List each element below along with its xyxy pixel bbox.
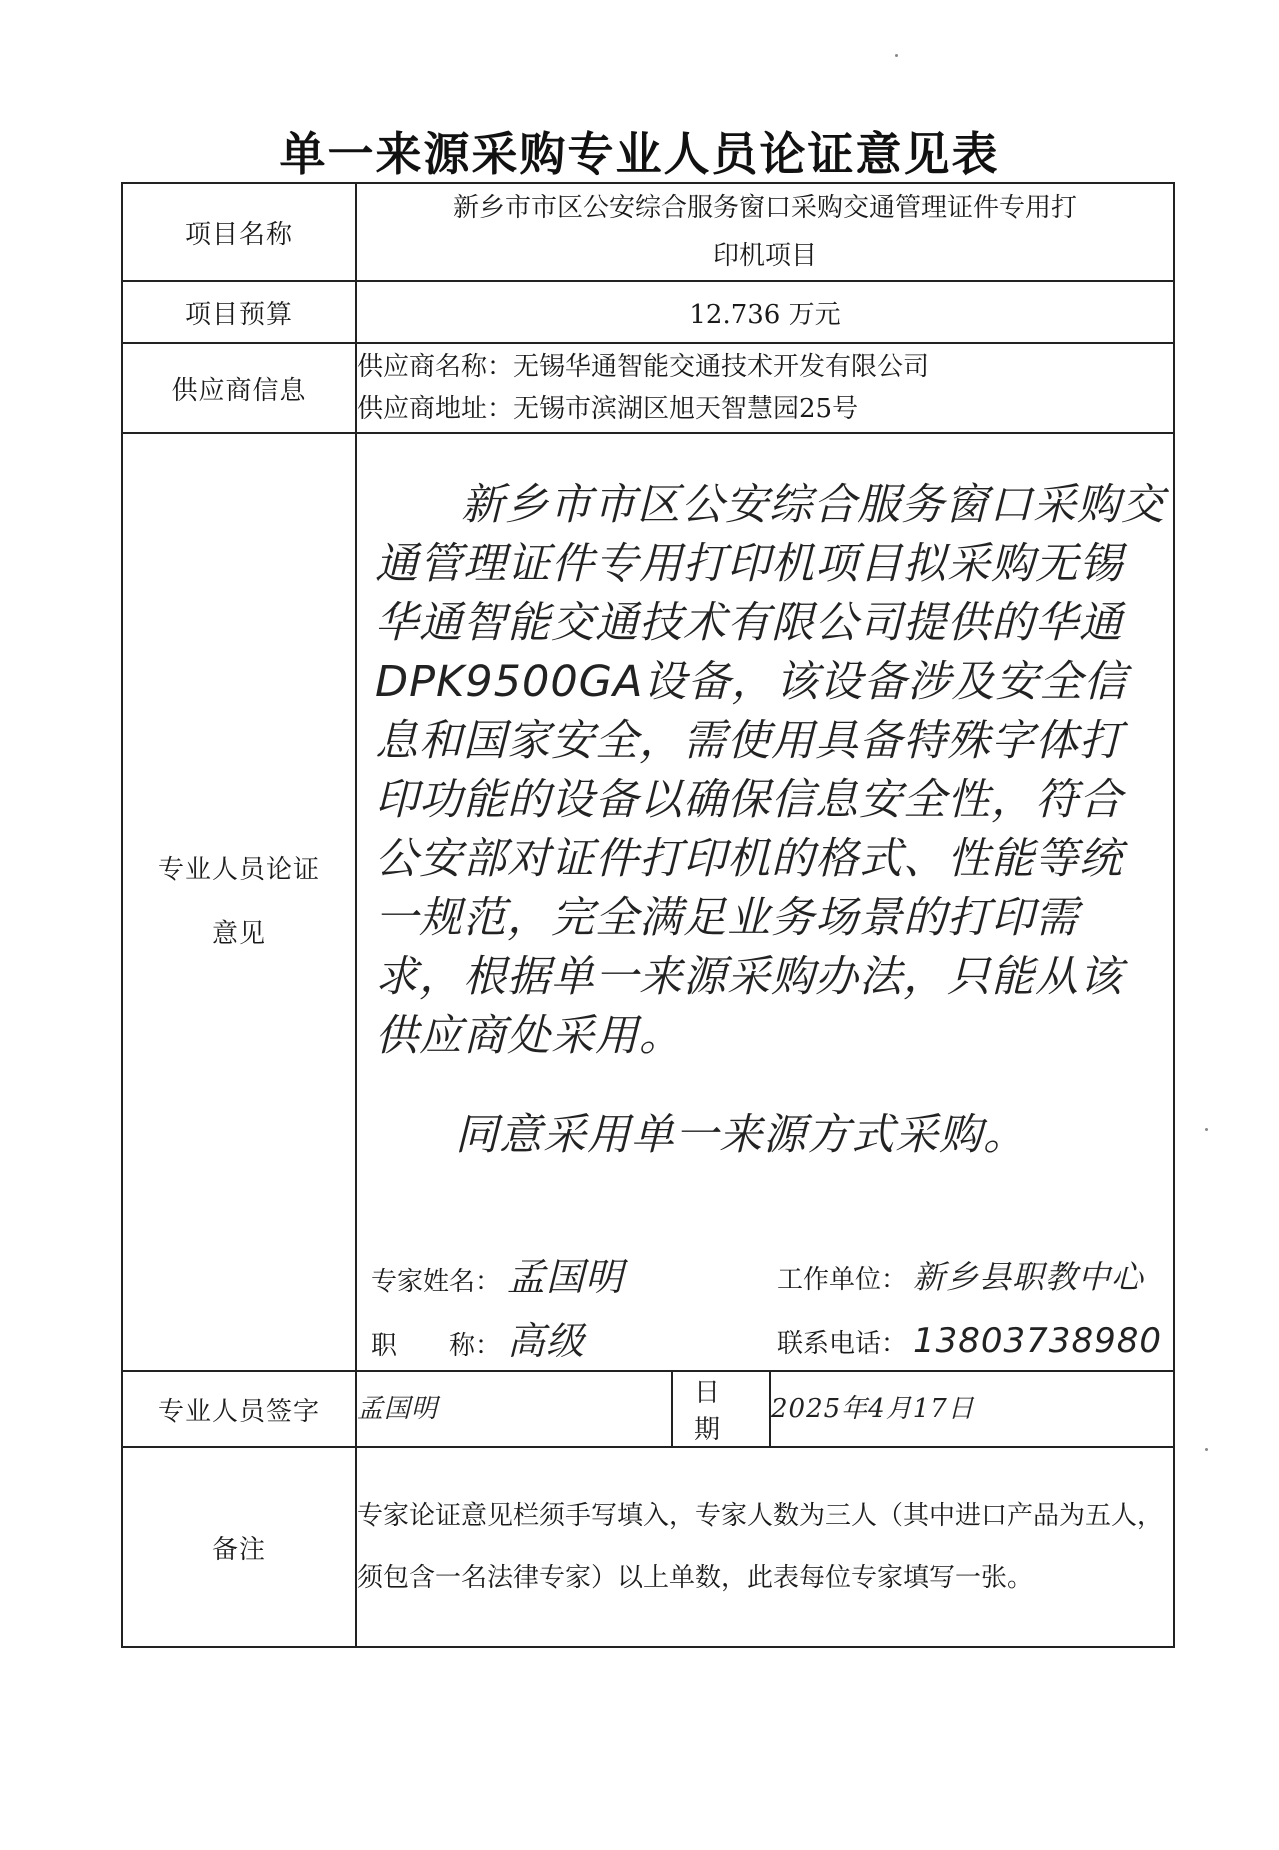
- date-handwritten: 2025年4月17日: [770, 1371, 1174, 1447]
- expert-title-row: [371, 1310, 585, 1372]
- row-opinion: [122, 433, 1174, 1371]
- project-name-line1: 新乡市市区公安综合服务窗口采购交通管理证件专用打: [452, 193, 1077, 223]
- supplier-name-line: 供应商名称：无锡华通智能交通技术开发有限公司: [357, 352, 930, 382]
- row-signature: [122, 1371, 1174, 1447]
- opinion-label-line1: 专业人员论证: [157, 855, 320, 885]
- supplier-value: [356, 343, 1174, 433]
- opinion-label: [122, 433, 356, 1371]
- opinion-label-line2: 意见: [211, 919, 266, 949]
- remark-label: 备注: [122, 1447, 356, 1647]
- signature-label: 专业人员签字: [122, 1371, 356, 1447]
- expert-name-label: 专家姓名：: [371, 1267, 502, 1297]
- speck-mark: [1205, 1448, 1208, 1451]
- opinion-content: [356, 433, 1174, 1371]
- phone-label: 联系电话：: [777, 1329, 908, 1359]
- work-unit-label: 工作单位：: [777, 1265, 908, 1295]
- work-unit-handwritten: 新乡县职教中心: [913, 1258, 1145, 1296]
- budget-label: 项目预算: [122, 281, 356, 343]
- remark-text: 专家论证意见栏须手写填入，专家人数为三人（其中进口产品为五人，须包含一名法律专家）以上单数，此表每位专家填写一张。: [356, 1447, 1174, 1647]
- speck-mark: [1205, 1128, 1208, 1131]
- supplier-address-line: 供应商地址：无锡市滨湖区旭天智慧园25号: [357, 394, 859, 424]
- expert-title-label: 职 称：: [371, 1331, 502, 1361]
- expert-name-row: [371, 1246, 624, 1308]
- expert-name-handwritten: 孟国明: [507, 1255, 625, 1299]
- project-name-label: 项目名称: [122, 183, 356, 281]
- signature-handwritten: 孟国明: [356, 1371, 672, 1447]
- phone-handwritten: 13803738980: [913, 1321, 1162, 1361]
- project-name-value: [356, 183, 1174, 281]
- opinion-handwritten-text: 新乡市市区公安综合服务窗口采购交通管理证件专用打印机项目拟采购无锡华通智能交通技术有限公司提供的华通DPK9500GA设备，该设备涉及安全信息和国家安全，需使用具备特殊字体打印功能的设备以确保信息安全性，符合公安部对证件打印机的格式、性能等统一规范，完全满足业务场景的打印需求，根据单一来源采购办法，只能从该供应商处采用。: [375, 480, 1165, 1061]
- phone-row: [777, 1310, 1162, 1372]
- opinion-agree-text: 同意采用单一来源方式采购。: [455, 1110, 1027, 1160]
- row-budget: [122, 281, 1174, 343]
- supplier-label: 供应商信息: [122, 343, 356, 433]
- work-unit-row: [777, 1246, 1144, 1308]
- row-remark: [122, 1447, 1174, 1647]
- date-label: 日期: [672, 1371, 770, 1447]
- budget-value: 12.736 万元: [356, 281, 1174, 343]
- row-project-name: [122, 183, 1174, 281]
- speck-mark: [895, 54, 898, 57]
- page-title: 单一来源采购专业人员论证意见表: [279, 127, 1000, 181]
- row-supplier: [122, 343, 1174, 433]
- project-name-line2: 印机项目: [712, 241, 817, 271]
- expert-title-handwritten: 高级: [507, 1319, 586, 1363]
- form-table: [121, 182, 1175, 1648]
